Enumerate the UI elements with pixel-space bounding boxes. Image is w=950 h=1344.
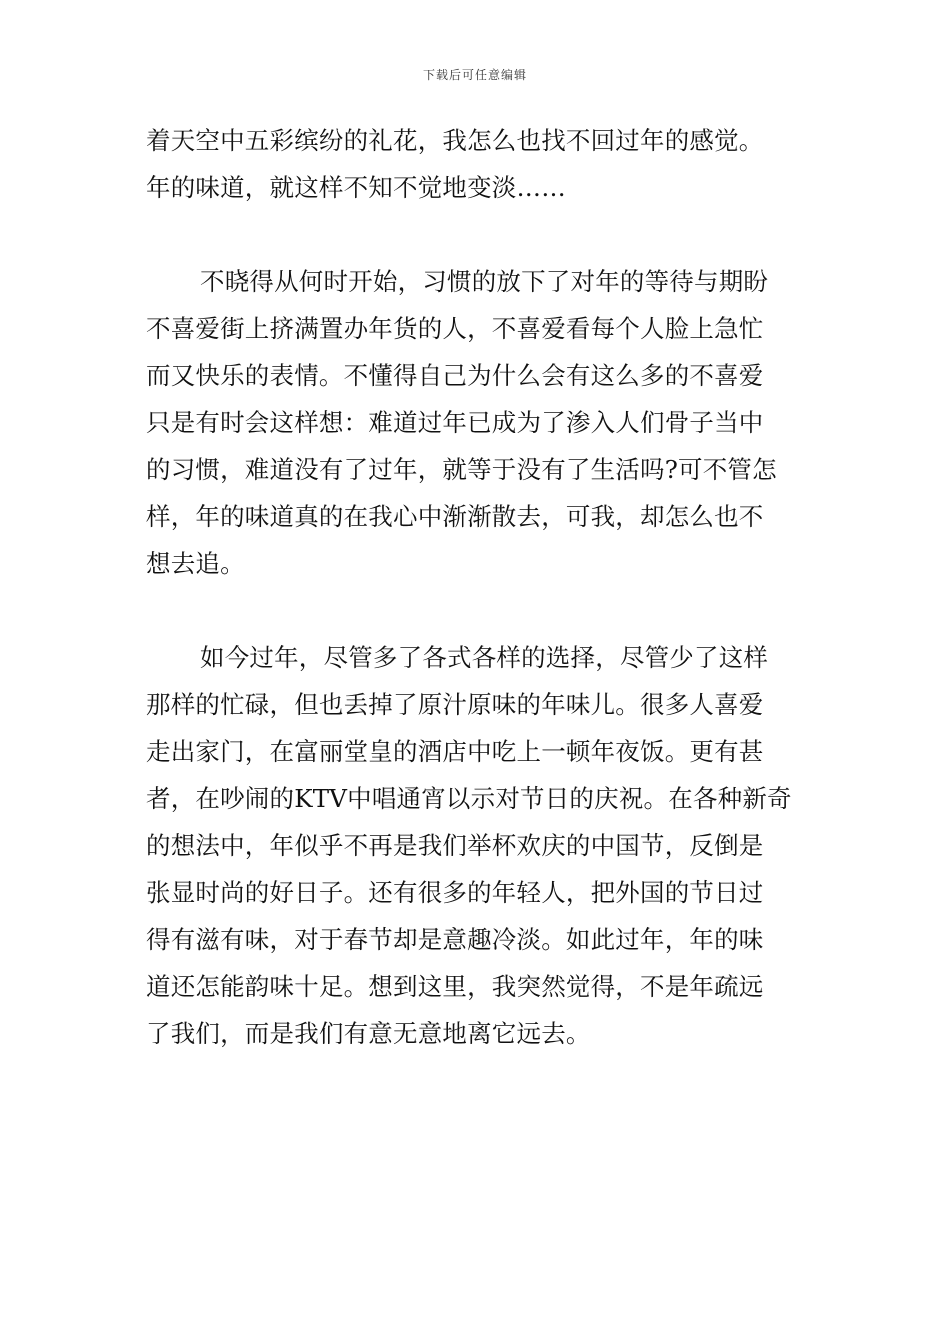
paragraph-spacer: [146, 596, 816, 643]
text-line: 想去追。: [146, 549, 245, 578]
text-line: 张显时尚的好日子。还有很多的年轻人，把外国的节日过: [146, 878, 764, 907]
text-line: 如今过年，尽管多了各式各样的选择，尽管少了这样: [200, 643, 769, 672]
text-line: 的想法中，年似乎不再是我们举杯欢庆的中国节，反倒是: [146, 831, 764, 860]
text-line: 者，在吵闹的KTV中唱通宵以示对节日的庆祝。在各种新奇: [146, 784, 792, 813]
text-line: 走出家门，在富丽堂皇的酒店中吃上一顿年夜饭。更有甚: [146, 737, 764, 766]
text-line: 道还怎能韵味十足。想到这里，我突然觉得，不是年疏远: [146, 972, 764, 1001]
text-line: 年的味道，就这样不知不觉地变淡……: [146, 173, 566, 202]
paragraph: [146, 267, 816, 579]
paragraph: [146, 126, 816, 203]
text-line: 不喜爱街上挤满置办年货的人，不喜爱看每个人脸上急忙: [146, 314, 764, 343]
text-line: 得有滋有味，对于春节却是意趣冷淡。如此过年，年的味: [146, 925, 764, 954]
document-body: [146, 126, 816, 1066]
text-line: 着天空中五彩缤纷的礼花，我怎么也找不回过年的感觉。: [146, 126, 764, 155]
paragraph-spacer: [146, 220, 816, 267]
text-line: 而又快乐的表情。不懂得自己为什么会有这么多的不喜爱: [146, 361, 764, 390]
text-line: 不晓得从何时开始，习惯的放下了对年的等待与期盼: [200, 267, 769, 296]
text-line: 了我们，而是我们有意无意地离它远去。: [146, 1019, 591, 1048]
text-line: 的习惯，难道没有了过年，就等于没有了生活吗?可不管怎: [146, 455, 777, 484]
page-header: 下载后可任意编辑: [422, 68, 527, 82]
text-line: 只是有时会这样想：难道过年已成为了渗入人们骨子当中: [146, 408, 764, 437]
text-line: 样，年的味道真的在我心中渐渐散去，可我，却怎么也不: [146, 502, 764, 531]
text-line: 那样的忙碌，但也丢掉了原汁原味的年味儿。很多人喜爱: [146, 690, 764, 719]
paragraph: [146, 643, 816, 1049]
